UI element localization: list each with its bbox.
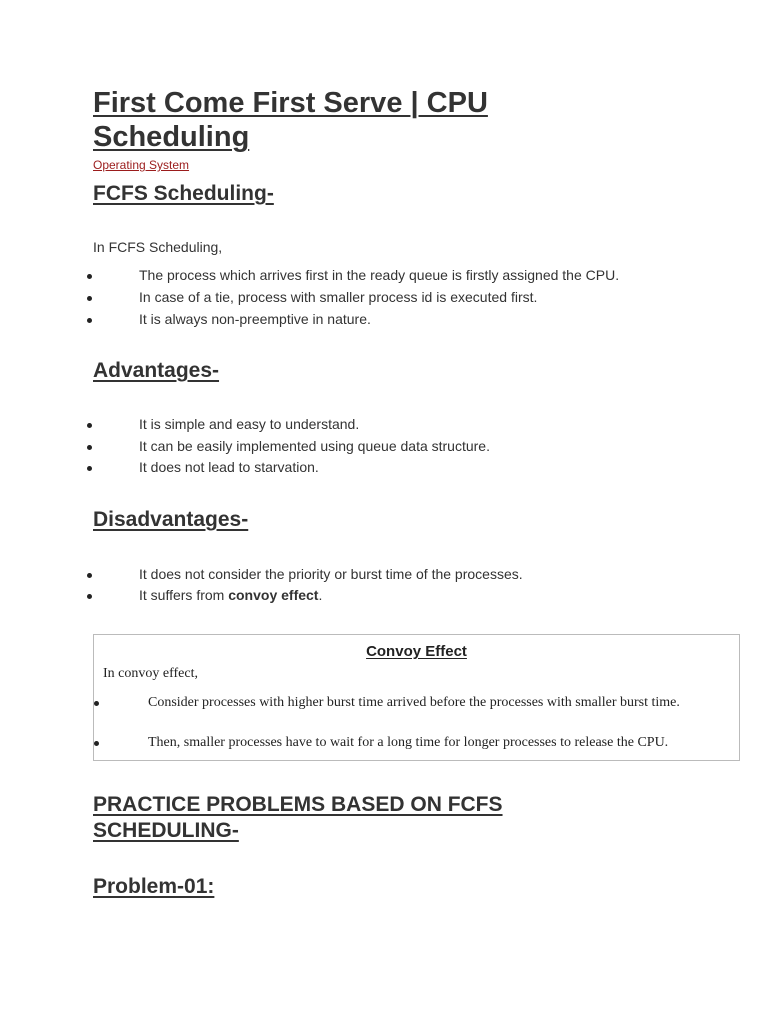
- problem-01-heading: Problem-01:: [93, 875, 215, 898]
- bullet-icon: [94, 741, 99, 746]
- disadvantages-bullet-list: [0, 566, 768, 612]
- convoy-effect-title: [94, 643, 739, 660]
- fcfs-bullet-list: [0, 267, 768, 337]
- list-item-text: It does not lead to starvation.: [139, 459, 319, 475]
- convoy-effect-bold: convoy effect: [228, 587, 319, 603]
- list-item-text: [139, 587, 322, 603]
- category-link[interactable]: Operating System: [93, 158, 190, 172]
- convoy-bullet-2: Then, smaller processes have to wait for a long time for longer processes to release the CPU.: [148, 735, 669, 750]
- fcfs-heading: FCFS Scheduling-: [93, 182, 274, 205]
- advantages-heading: Advantages-: [93, 359, 220, 382]
- bullet-icon: [94, 701, 99, 706]
- bullet-icon: [87, 423, 92, 428]
- list-item-text: In case of a tie, process with smaller process id is executed first.: [139, 289, 538, 305]
- bullet-icon: [87, 296, 92, 301]
- bullet-text-suffix: .: [318, 587, 323, 603]
- bullet-icon: [87, 274, 92, 279]
- bullet-icon: [87, 445, 92, 450]
- practice-heading-line1: PRACTICE PROBLEMS BASED ON FCFS: [93, 793, 503, 816]
- convoy-effect-intro: In convoy effect,: [103, 666, 198, 681]
- practice-heading-line2: SCHEDULING-: [93, 819, 239, 842]
- bullet-text-prefix: It suffers from: [139, 587, 229, 603]
- convoy-effect-box: [93, 634, 740, 761]
- convoy-effect-title-text: Convoy Effect: [366, 643, 467, 660]
- list-item-text: It is always non-preemptive in nature.: [139, 311, 371, 327]
- bullet-icon: [87, 594, 92, 599]
- page-title-line1: First Come First Serve | CPU: [93, 87, 488, 119]
- page-title: [93, 86, 653, 154]
- fcfs-intro: In FCFS Scheduling,: [93, 239, 223, 255]
- bullet-icon: [87, 466, 92, 471]
- page-title-line2: Scheduling: [93, 121, 250, 153]
- bullet-icon: [87, 318, 92, 323]
- convoy-bullet-1: Consider processes with higher burst time arrived before the processes with smaller burst time.: [148, 695, 680, 710]
- list-item-text: It does not consider the priority or burst time of the processes.: [139, 566, 523, 582]
- practice-heading: [93, 792, 503, 844]
- disadvantages-heading: Disadvantages-: [93, 508, 249, 531]
- list-item-text: The process which arrives first in the ready queue is firstly assigned the CPU.: [139, 267, 620, 283]
- bullet-icon: [87, 573, 92, 578]
- advantages-bullet-list: [0, 416, 768, 486]
- list-item-text: It can be easily implemented using queue data structure.: [139, 438, 490, 454]
- list-item-text: It is simple and easy to understand.: [139, 416, 360, 432]
